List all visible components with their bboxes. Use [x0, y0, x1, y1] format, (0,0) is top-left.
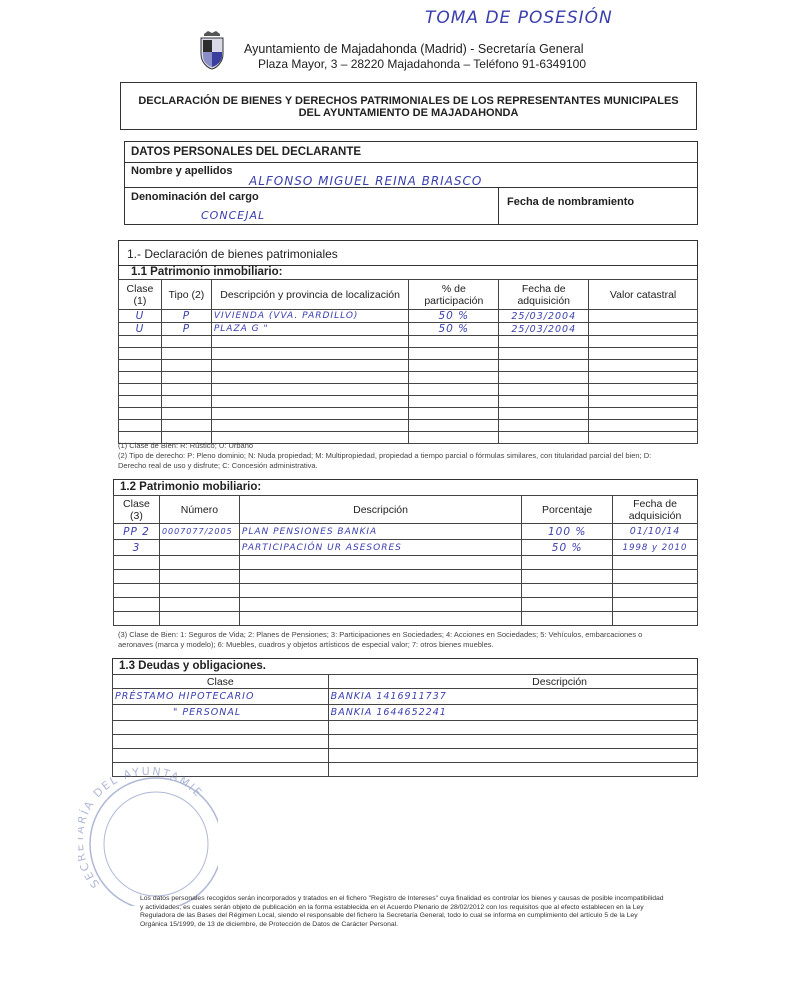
- table-row: " PERSONAL BANKIA 1644652241: [113, 705, 698, 721]
- col-clase: Clase (3): [114, 496, 160, 524]
- title-box: [120, 82, 697, 130]
- name-field: [124, 162, 698, 188]
- note-1: (1) Clase de Bien: R: Rústico; U: Urbano: [118, 441, 254, 450]
- handwritten-annotation: TOMA DE POSESIÓN: [425, 8, 613, 28]
- name-label: Nombre y apellidos: [131, 165, 233, 177]
- inmobiliario-table: [118, 279, 698, 444]
- section-1-2-title: 1.2 Patrimonio mobiliario:: [113, 479, 698, 495]
- col-descripcion: Descripción y provincia de localización: [211, 280, 409, 310]
- table-row: [114, 584, 698, 598]
- table-row: [119, 396, 698, 408]
- table-row: [114, 612, 698, 626]
- table-row: PP 2 0007077/2005 PLAN PENSIONES BANKIA 100 % 01/10/14: [114, 524, 698, 540]
- section-1-3-title: 1.3 Deudas y obligaciones.: [112, 658, 698, 674]
- cargo-label: Denominación del cargo: [131, 191, 259, 203]
- section-1-title: 1.- Declaración de bienes patrimoniales: [118, 240, 698, 266]
- coat-of-arms-logo: [198, 30, 226, 70]
- footer-privacy-text: Los datos personales recogidos serán incorporados y tratados en el fichero "Registro de Intereses" cuya finalidad es controlar los bienes y causas de posible incompatibilidad y actividades, es cuales serán objeto de publicación en la forma establecida en el Acuerdo Plenario de 28/02/2012 con los requisitos que al efecto establecen en la Ley Reguladora de las Bases del Régimen Local, siendo el responsable del fichero la Secretaría General, todo lo cual se informa en cumplimiento del artículo 5 de la Ley Orgánica 15/1999, de 13 de diciembre, de Protección de Datos de Carácter Personal.: [140, 895, 664, 928]
- table-row: [113, 749, 698, 763]
- header-line-2: Plaza Mayor, 3 – 28220 Majadahonda – Teléfono 91-6349100: [258, 57, 587, 71]
- col-valor-catastral: Valor catastral: [589, 280, 698, 310]
- col-numero: Número: [159, 496, 239, 524]
- section-1-1-title: 1.1 Patrimonio inmobiliario:: [118, 265, 698, 279]
- col-clase: Clase (1): [119, 280, 162, 310]
- personal-section-title: DATOS PERSONALES DEL DECLARANTE: [124, 141, 698, 163]
- table-row: [113, 735, 698, 749]
- col-tipo: Tipo (2): [161, 280, 211, 310]
- fecha-nombramiento-label: Fecha de nombramiento: [507, 196, 635, 208]
- cargo-field: [124, 187, 499, 225]
- mobiliario-table: [113, 495, 698, 626]
- col-descripcion: Descripción: [328, 675, 697, 689]
- table-row: [119, 336, 698, 348]
- table-row: U P VIVIENDA (VVA. PARDILLO) 50 % 25/03/2004: [119, 310, 698, 323]
- col-fecha-adquisicion: Fecha de adquisición: [613, 496, 698, 524]
- header-line-1: Ayuntamiento de Majadahonda (Madrid) - Secretaría General: [244, 42, 584, 56]
- table-row: [119, 372, 698, 384]
- table-row: [114, 556, 698, 570]
- name-value: ALFONSO MIGUEL REINA BRIASCO: [249, 174, 483, 188]
- cargo-value: CONCEJAL: [201, 209, 266, 222]
- table-row: [114, 570, 698, 584]
- fecha-nombramiento-field: [498, 187, 698, 225]
- col-participacion: % de participación: [409, 280, 499, 310]
- stamp-text: SEC ÍA DEL AYUNTAMIE: [78, 766, 206, 891]
- table-row: [119, 348, 698, 360]
- table-row: U P PLAZA G " 50 % 25/03/2004: [119, 323, 698, 336]
- table-row: [113, 721, 698, 735]
- deudas-table: [112, 674, 698, 777]
- table-row: [119, 360, 698, 372]
- col-descripcion: Descripción: [239, 496, 521, 524]
- col-porcentaje: Porcentaje: [522, 496, 613, 524]
- note-3: (3) Clase de Bien: 1: Seguros de Vida; 2: Planes de Pensiones; 3: Participaciones en Sociedades; 4: Acciones en Sociedades; 5: Vehículos, embarcaciones o aeronaves (marca y modelo); 6: Muebles, cuadros y objetos artísticos de especial valor; 7: otros bienes muebles.: [118, 630, 643, 649]
- table-row: [114, 598, 698, 612]
- title-line-2: DEL AYUNTAMIENTO DE MAJADAHONDA: [298, 107, 519, 119]
- note-2: (2) Tipo de derecho: P: Pleno dominio; N: Nuda propiedad; M: Multipropiedad, propiedad a tiempo parcial o fórmulas similares, con titularidad parcial del bien; D: Derecho real de uso y disfrute; C: Concesión administrativa.: [118, 451, 652, 470]
- table-row: [119, 420, 698, 432]
- table-row: 3 PARTICIPACIÓN UR ASESORES 50 % 1998 y 2010: [114, 540, 698, 556]
- official-stamp: [78, 766, 218, 906]
- table-row: [119, 384, 698, 396]
- title-line-1: DECLARACIÓN DE BIENES Y DERECHOS PATRIMONIALES DE LOS REPRESENTANTES MUNICIPALES: [138, 95, 679, 107]
- table-row: PRÉSTAMO HIPOTECARIO BANKIA 1416911737: [113, 689, 698, 705]
- svg-text:SECRETARÍA DEL AYUNTAMIENTO: [78, 766, 206, 890]
- table-row: [119, 408, 698, 420]
- col-fecha-adquisicion: Fecha de adquisición: [499, 280, 589, 310]
- col-clase: Clase: [113, 675, 329, 689]
